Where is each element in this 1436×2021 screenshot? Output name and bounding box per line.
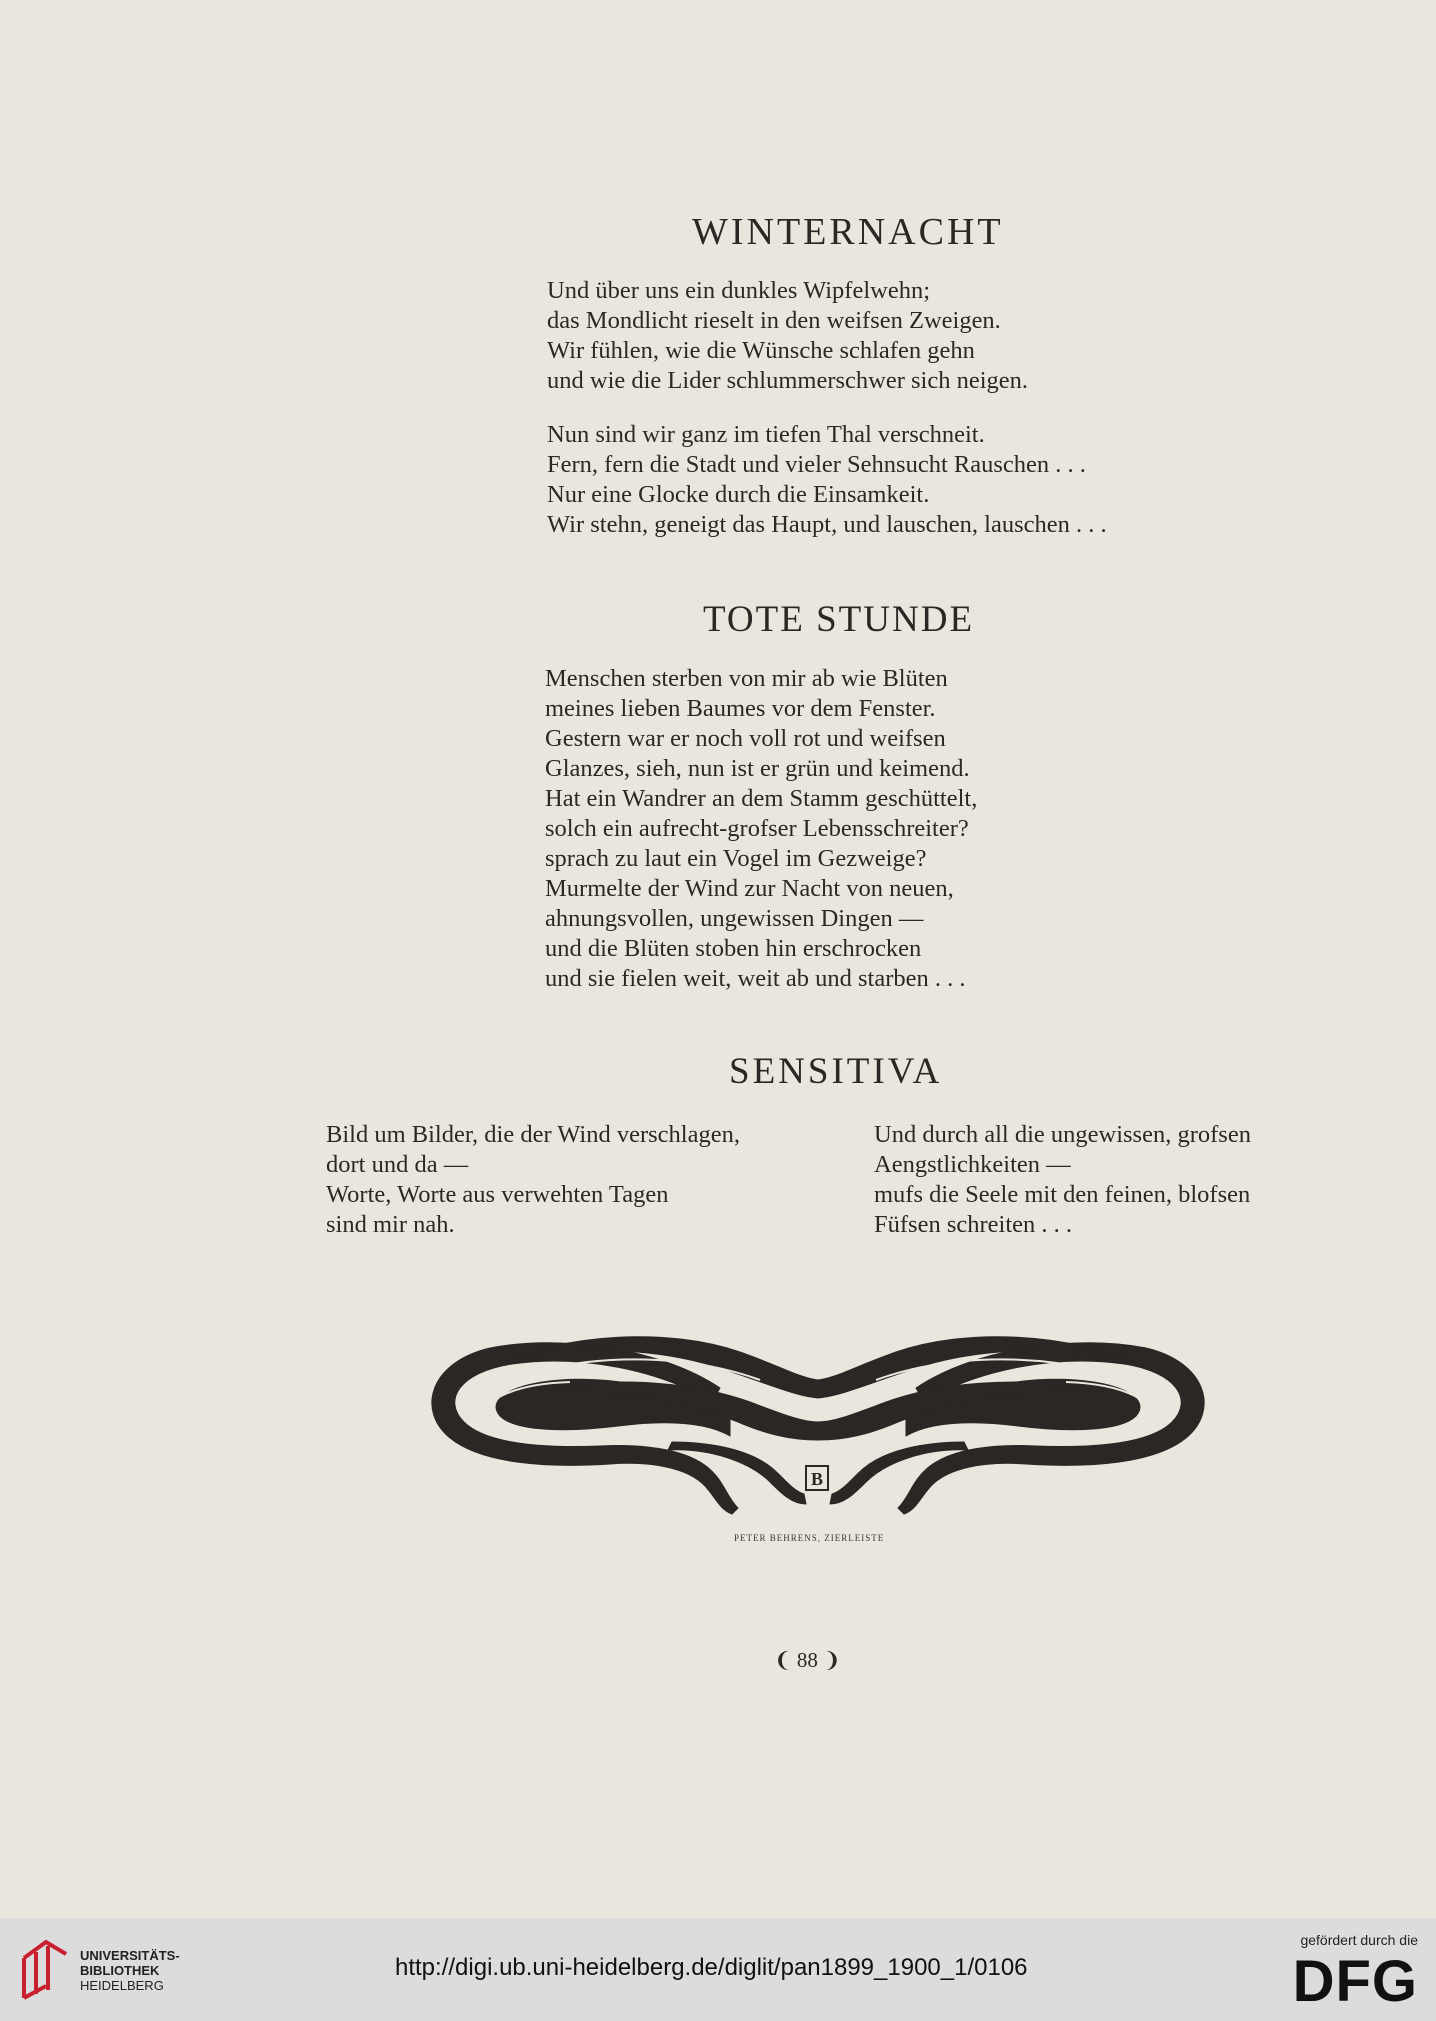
poem-line: Nun sind wir ganz im tiefen Thal verschneit. xyxy=(547,421,985,448)
library-name-line: HEIDELBERG xyxy=(80,1978,164,1993)
tote-stunde-stanza xyxy=(545,664,977,994)
sensitiva-left-column xyxy=(326,1120,740,1240)
poem-line: Füfsen schreiten . . . xyxy=(874,1211,1072,1238)
poem-line: Hat ein Wandrer an dem Stamm geschüttelt, xyxy=(545,785,978,812)
poem-line: Bild um Bilder, die der Wind verschlagen, xyxy=(326,1121,740,1148)
poem-line: Menschen sterben von mir ab wie Blüten xyxy=(545,665,948,692)
poem-line: Aengstlichkeiten — xyxy=(874,1151,1071,1178)
poem-line: und die Blüten stoben hin erschrocken xyxy=(545,935,922,962)
poem-line: und sie fielen weit, weit ab und starben . . . xyxy=(545,965,966,992)
poem-line: Glanzes, sieh, nun ist er grün und keimend. xyxy=(545,755,970,782)
permalink-url[interactable]: http://digi.ub.uni-heidelberg.de/diglit/pan1899_1900_1/0106 xyxy=(395,1954,1028,1981)
poem-line: ahnungsvollen, ungewissen Dingen — xyxy=(545,905,924,932)
poem-line: Murmelte der Wind zur Nacht von neuen, xyxy=(545,875,954,902)
sensitiva-right-column xyxy=(874,1120,1251,1240)
poem-line: sind mir nah. xyxy=(326,1211,455,1238)
poem-line: Wir fühlen, wie die Wünsche schlafen gehn xyxy=(547,337,975,364)
poem-line: sprach zu laut ein Vogel im Gezweige? xyxy=(545,845,927,872)
poem-line: Und über uns ein dunkles Wipfelwehn; xyxy=(547,277,931,304)
poem-line: Und durch all die ungewissen, grofsen xyxy=(874,1121,1251,1148)
funding-note: gefördert durch die xyxy=(1300,1932,1418,1948)
monogram-letter: B xyxy=(810,1469,824,1489)
digital-library-footer xyxy=(0,1918,1436,2021)
poem-line: dort und da — xyxy=(326,1151,469,1178)
ornament-caption: PETER BEHRENS, ZIERLEISTE xyxy=(734,1533,885,1543)
winternacht-stanza-2 xyxy=(547,420,1107,540)
university-library-name xyxy=(80,1948,180,1993)
poem-title-sensitiva: SENSITIVA xyxy=(729,1051,943,1092)
winternacht-stanza-1 xyxy=(547,276,1028,396)
page-number: ❨ 88 ❩ xyxy=(774,1648,841,1672)
poem-line: Fern, fern die Stadt und vieler Sehnsucht Rauschen . . . xyxy=(547,451,1086,478)
poem-line: Wir stehn, geneigt das Haupt, und lauschen, lauschen . . . xyxy=(547,511,1107,538)
poem-line: und wie die Lider schlummerschwer sich neigen. xyxy=(547,367,1029,394)
dfg-logo[interactable]: DFG xyxy=(1292,1949,1418,2014)
university-library-logo-icon[interactable] xyxy=(16,1934,72,2006)
poem-line: Gestern war er noch voll rot und weifsen xyxy=(545,725,946,752)
poem-title-winternacht: WINTERNACHT xyxy=(692,211,1004,253)
poem-line: solch ein aufrecht-grofser Lebensschreiter? xyxy=(545,815,969,842)
poem-line: Worte, Worte aus verwehten Tagen xyxy=(326,1181,669,1208)
poem-line: das Mondlicht rieselt in den weifsen Zweigen. xyxy=(547,307,1001,334)
poem-title-tote-stunde: TOTE STUNDE xyxy=(703,599,975,640)
library-name-line: UNIVERSITÄTS- xyxy=(80,1948,180,1963)
poem-line: mufs die Seele mit den feinen, blofsen xyxy=(874,1181,1251,1208)
poem-line: Nur eine Glocke durch die Einsamkeit. xyxy=(547,481,930,508)
library-name-line: BIBLIOTHEK xyxy=(80,1963,160,1978)
behrens-ornament xyxy=(420,1318,1216,1530)
poem-line: meines lieben Baumes vor dem Fenster. xyxy=(545,695,936,722)
